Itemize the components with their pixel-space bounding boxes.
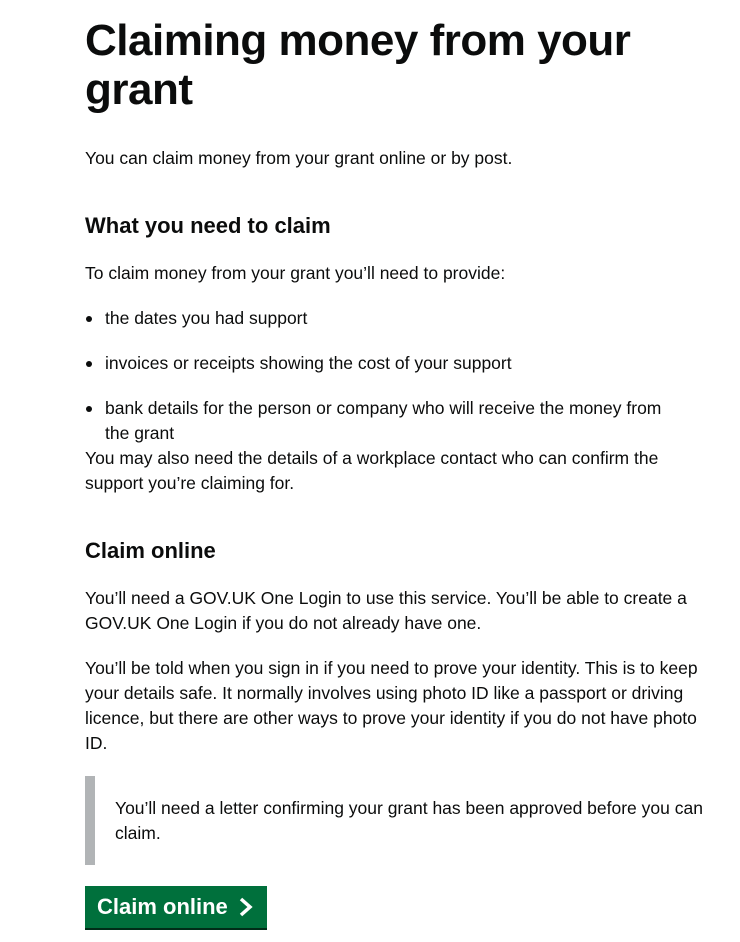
- claim-online-button[interactable]: [85, 886, 267, 928]
- list-item: [85, 396, 710, 446]
- inset-text: [85, 776, 710, 865]
- bullet-icon: [86, 316, 92, 322]
- page-title: Claiming money from your grant: [85, 16, 631, 114]
- inset-text-content: You’ll need a letter confirming your grant has been approved before you can claim.: [115, 798, 703, 843]
- claim-online-button-label: Claim online: [97, 894, 228, 919]
- list-item-text: the dates you had support: [105, 308, 308, 328]
- bullet-icon: [86, 361, 92, 367]
- list-item-text: bank details for the person or company who will receive the money from the grant: [105, 398, 662, 443]
- intro-text: You can claim money from your grant online or by post.: [85, 148, 513, 168]
- requirements-list: [85, 306, 710, 466]
- section-heading-claim-online: Claim online: [85, 538, 216, 563]
- identity-text: You’ll be told when you sign in if you need to prove your identity. This is to keep your details safe. It normally involves using photo ID like a passport or driving licence, but there are other ways to prove your identity if you do not have photo ID.: [85, 658, 698, 753]
- list-item: [85, 306, 710, 331]
- bullet-icon: [86, 406, 92, 412]
- need-lead-text: To claim money from your grant you’ll need to provide:: [85, 263, 506, 283]
- list-item: [85, 351, 710, 376]
- section-heading-what-you-need: What you need to claim: [85, 213, 331, 238]
- one-login-text: You’ll need a GOV.UK One Login to use this service. You’ll be able to create a GOV.UK One Login if you do not already have one.: [85, 588, 687, 633]
- list-item-text: invoices or receipts showing the cost of your support: [105, 353, 512, 373]
- need-extra-text: You may also need the details of a workplace contact who can confirm the support you’re claiming for.: [85, 448, 659, 493]
- chevron-right-icon: [238, 897, 254, 917]
